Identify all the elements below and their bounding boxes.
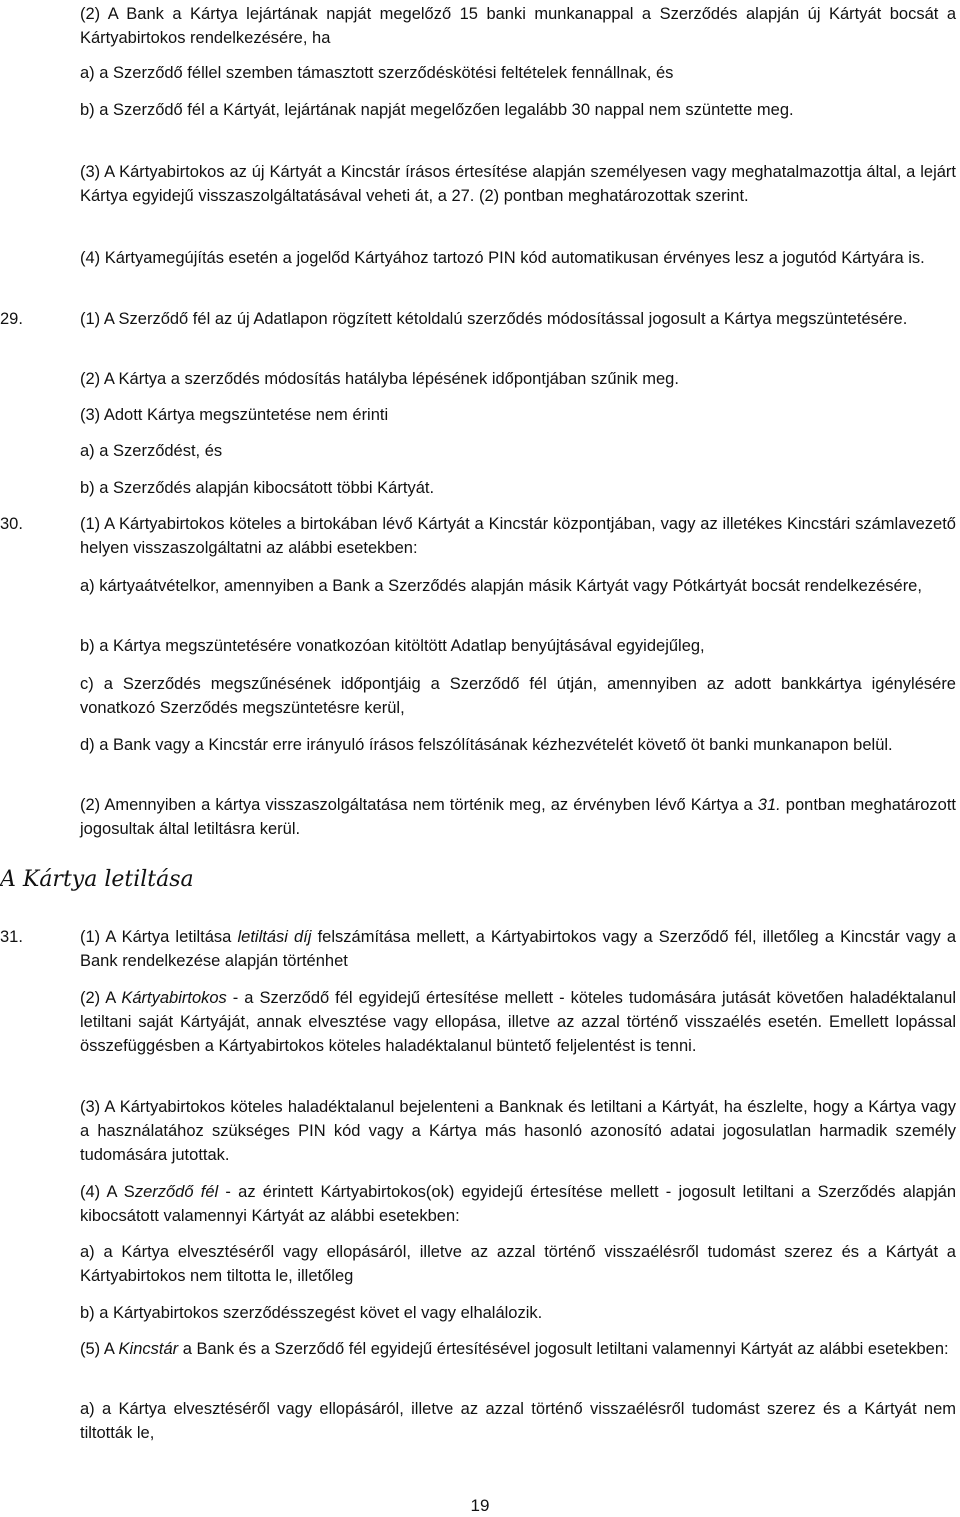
sec29-p3b: b) a Szerződés alapján kibocsátott többi Kártyát. bbox=[80, 479, 435, 497]
sec31-p2: (2) A Kártyabirtokos - a Szerződő fél egyidejű értesítése mellett - köteles tudomására jutását követően haladéktalanul letiltani saját Kártyáját, annak elvesztése vagy ellopása, illetve az azzal történő visszaélés esetén. Emellett lopással összefüggésben a Kártyabirtokos köteles haladéktalanul büntető feljelentést is tenni. bbox=[80, 989, 956, 1055]
section-number-29: 29. bbox=[0, 310, 23, 328]
sec31-p4: (4) A Szerződő fél - az érintett Kártyabirtokos(ok) egyidejű értesítése mellett - jogosult letiltani a Szerződés alapján kibocsátott valamennyi Kártyát az alábbi esetekben: bbox=[80, 1183, 956, 1225]
page-number: 19 bbox=[470, 1496, 490, 1515]
sec30-p2: (2) Amennyiben a kártya visszaszolgáltatása nem történik meg, az érvényben lévő Kártya a 31. pontban meghatározott jogosultak által letiltásra kerül. bbox=[80, 796, 956, 838]
section-number-30: 30. bbox=[0, 515, 23, 533]
sec31-p5: (5) A Kincstár a Bank és a Szerződő fél egyidejű értesítésével jogosult letiltani valamennyi Kártyát az alábbi esetekben: bbox=[80, 1340, 949, 1358]
sec30-p1: (1) A Kártyabirtokos köteles a birtokában lévő Kártyát a Kincstár központjában, vagy az illetékes Kincstári számlavezető helyen visszaszolgáltatni az alábbi esetekben: bbox=[80, 515, 956, 557]
sec31-p4a: a) a Kártya elvesztéséről vagy ellopásáról, illetve az azzal történő visszaélésről tudomást szerez és a Kártyát a Kártyabirtokos nem tiltotta le, illetőleg bbox=[80, 1243, 956, 1285]
sec31-p5a: a) a Kártya elvesztéséről vagy ellopásáról, illetve az azzal történő visszaélésről tudomást szerez és a Kártyát nem tiltották le, bbox=[80, 1400, 956, 1442]
sec28-p2a: a) a Szerződő féllel szemben támasztott szerződéskötési feltételek fennállnak, és bbox=[80, 64, 674, 82]
sec30-p1a: a) kártyaátvételkor, amennyiben a Bank a Szerződés alapján másik Kártyát vagy Pótkártyát bocsát rendelkezésére, bbox=[80, 577, 922, 595]
sec28-p3: (3) A Kártyabirtokos az új Kártyát a Kincstár írásos értesítése alapján személyesen vagy meghatalmazottja által, a lejárt Kártya egyidejű visszaszolgáltatásával veheti át, a 27. (2) pontban meghatározottak szerint. bbox=[80, 163, 956, 205]
sec29-p3a: a) a Szerződést, és bbox=[80, 442, 223, 460]
sec30-p1b: b) a Kártya megszüntetésére vonatkozóan kitöltött Adatlap benyújtásával egyidejűleg, bbox=[80, 637, 705, 655]
sec29-p3: (3) Adott Kártya megszüntetése nem érinti bbox=[80, 406, 389, 424]
sec31-p3: (3) A Kártyabirtokos köteles haladéktalanul bejelenteni a Banknak és letiltani a Kártyát, ha észlelte, hogy a Kártya vagy a használatához szükséges PIN kód vagy a Kártya más hasonló azonosító adatai jogosulatlan harmadik személy tudomására jutottak. bbox=[80, 1098, 956, 1164]
sec30-p1d: d) a Bank vagy a Kincstár erre irányuló írásos felszólításának kézhezvételét követő öt banki munkanapon belül. bbox=[80, 736, 893, 754]
sec30-p1c: c) a Szerződés megszűnésének időpontjáig a Szerződő fél útján, amennyiben az adott bankkártya igénylésére vonatkozó Szerződés megszüntetésre kerül, bbox=[80, 675, 956, 717]
sec28-p2b: b) a Szerződő fél a Kártyát, lejártának napját megelőzően legalább 30 nappal nem szüntette meg. bbox=[80, 101, 794, 119]
sec28-p2: (2) A Bank a Kártya lejártának napját megelőző 15 banki munkanappal a Szerződés alapján új Kártyát bocsát a Kártyabirtokos rendelkezésére, ha bbox=[80, 5, 956, 47]
sec31-p4b: b) a Kártyabirtokos szerződésszegést követ el vagy elhalálozik. bbox=[80, 1304, 543, 1322]
sec31-p1: (1) A Kártya letiltása letiltási díj felszámítása mellett, a Kártyabirtokos vagy a Szerződő fél, illetőleg a Kincstár vagy a Bank rendelkezése alapján történhet bbox=[80, 928, 956, 970]
sec28-p4: (4) Kártyamegújítás esetén a jogelőd Kártyához tartozó PIN kód automatikusan érvényes lesz a jogutód Kártyára is. bbox=[80, 249, 925, 267]
section-number-31: 31. bbox=[0, 928, 23, 946]
sec29-p1: (1) A Szerződő fél az új Adatlapon rögzített kétoldalú szerződés módosítással jogosult a Kártya megszüntetésére. bbox=[80, 310, 908, 328]
section-heading: A Kártya letiltása bbox=[0, 867, 194, 892]
sec29-p2: (2) A Kártya a szerződés módosítás hatályba lépésének időpontjában szűnik meg. bbox=[80, 370, 679, 388]
